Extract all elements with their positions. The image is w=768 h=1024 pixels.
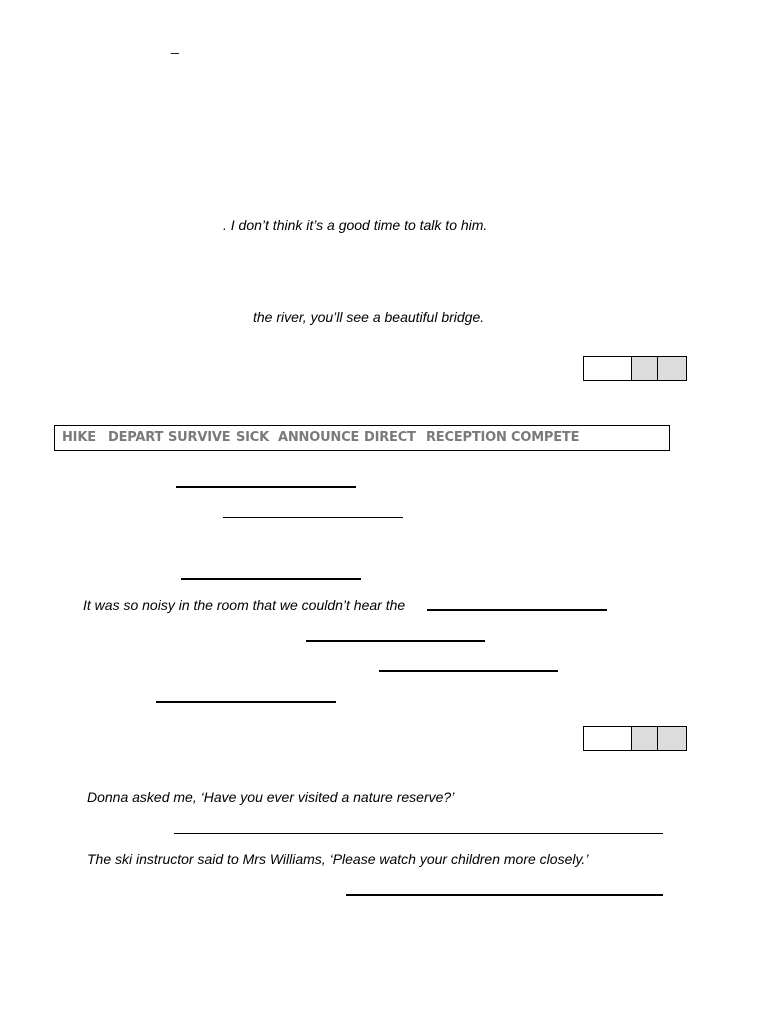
score-cell-empty [584,357,632,380]
score-box-1 [583,356,687,381]
word-compete: COMPETE [511,430,580,445]
word-announce: ANNOUNCE [278,430,360,445]
score-cell-shaded [632,727,658,750]
answer-line-2[interactable] [346,894,663,896]
top-dash: _ [171,38,179,54]
score-cell-shaded [658,727,686,750]
score-cell-shaded [658,357,686,380]
answer-blank-1[interactable] [176,486,356,488]
sentence-5: The ski instructor said to Mrs Williams, ‘Please watch your children more closely.’ [87,851,589,867]
word-survive: SURVIVE [168,430,231,445]
sentence-1: . I don’t think it’s a good time to talk to him. [223,217,488,233]
score-box-2 [583,726,687,751]
answer-blank-6[interactable] [379,670,558,672]
word-direct: DIRECT [364,430,416,445]
answer-blank-3[interactable] [181,578,361,580]
sentence-4: Donna asked me, ‘Have you ever visited a nature reserve?’ [87,789,455,805]
answer-blank-7[interactable] [156,701,336,703]
answer-blank-2[interactable] [223,517,403,518]
word-depart: DEPART [108,430,164,445]
word-box [54,425,670,451]
answer-blank-5[interactable] [306,640,485,642]
word-reception: RECEPTION [426,430,507,445]
word-sick: SICK [236,430,270,445]
sentence-2: the river, you’ll see a beautiful bridge. [253,309,485,325]
word-hike: HIKE [62,430,96,445]
answer-line-1[interactable] [174,833,663,834]
score-cell-shaded [632,357,658,380]
sentence-3: It was so noisy in the room that we couldn’t hear the [83,597,406,613]
answer-blank-4[interactable] [427,609,607,611]
score-cell-empty [584,727,632,750]
